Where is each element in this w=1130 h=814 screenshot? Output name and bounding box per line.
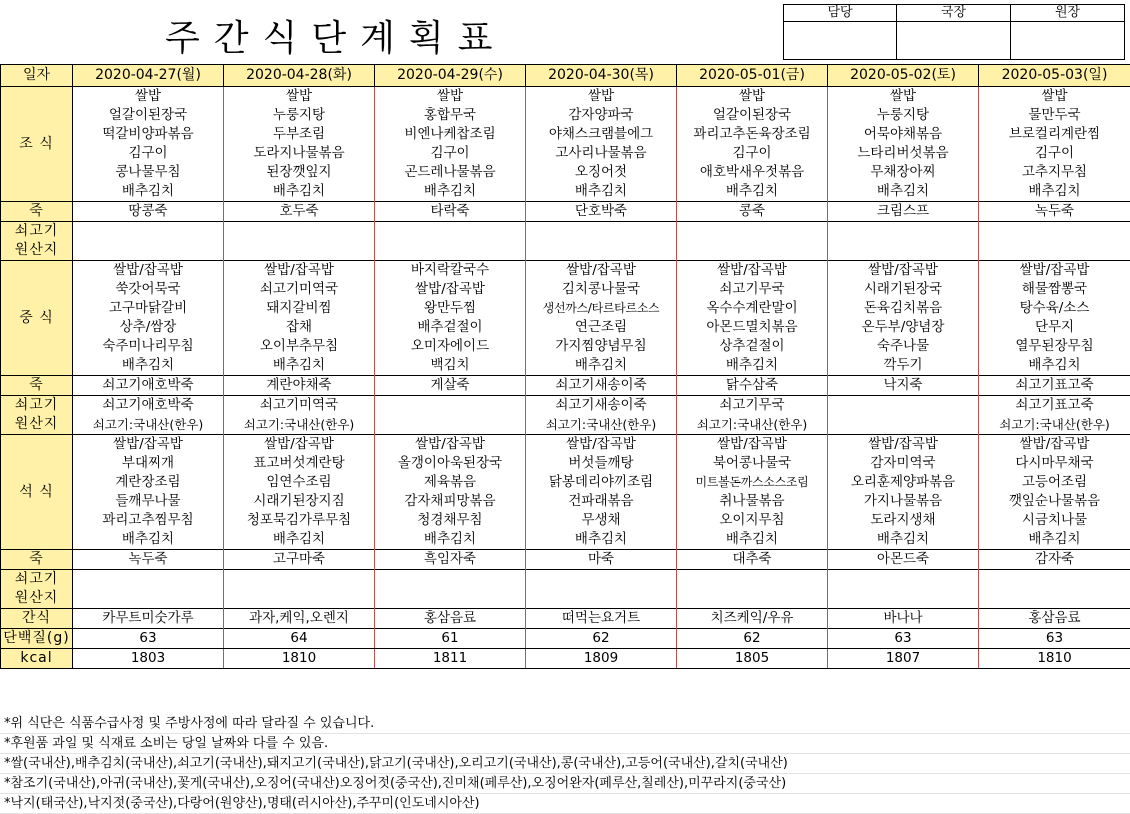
porridge-label-value: 쇠고기표고죽	[979, 376, 1130, 396]
menu-item: 브로컬리계란찜	[979, 125, 1130, 144]
menu-item: 배추김치	[979, 182, 1130, 202]
menu-item: 쌀밥	[677, 87, 828, 107]
table-row	[1, 492, 1130, 511]
beef-origin-value: 쇠고기새송이죽	[526, 396, 677, 416]
beef-origin-value	[677, 589, 828, 609]
menu-item: 배추김치	[375, 530, 526, 550]
menu-item: 단무지	[979, 318, 1130, 337]
table-row	[1, 182, 1130, 202]
beef-origin-value: 쇠고기애호박죽	[73, 396, 224, 416]
menu-item: 백김치	[375, 356, 526, 376]
date-header: 2020-04-27(월)	[73, 65, 224, 87]
menu-item: 해물짬뽕국	[979, 280, 1130, 299]
menu-item: 쌀밥/잡곡밥	[526, 261, 677, 281]
porridge-label-value: 콩죽	[677, 202, 828, 222]
beef-origin-value	[375, 589, 526, 609]
snack-label-value: 과자,케익,오렌지	[224, 609, 375, 629]
date-header: 2020-04-29(수)	[375, 65, 526, 87]
menu-item: 무채장아찌	[828, 163, 979, 182]
approval-head-sign[interactable]	[1011, 22, 1125, 60]
menu-item: 쌀밥/잡곡밥	[979, 435, 1130, 455]
menu-item: 어묵야채볶음	[828, 125, 979, 144]
table-row	[1, 609, 1130, 629]
menu-item: 김구이	[73, 144, 224, 163]
menu-item: 김구이	[979, 144, 1130, 163]
beef-origin-value	[677, 222, 828, 242]
menu-item: 생선까스/타르타르소스	[526, 299, 677, 318]
menu-item: 쌀밥/잡곡밥	[224, 435, 375, 455]
menu-item: 김구이	[677, 144, 828, 163]
notes-section	[0, 714, 1130, 814]
menu-item: 청포묵김가루무침	[224, 511, 375, 530]
menu-item: 올갱이아욱된장국	[375, 454, 526, 473]
table-row	[1, 396, 1130, 416]
table-row	[1, 125, 1130, 144]
porridge-label-value: 호두죽	[224, 202, 375, 222]
table-row	[1, 87, 1130, 107]
menu-item: 배추김치	[526, 356, 677, 376]
approval-director-sign[interactable]	[897, 22, 1011, 60]
menu-item: 열무된장무침	[979, 337, 1130, 356]
menu-item: 김치콩나물국	[526, 280, 677, 299]
kcal-label-value: 1803	[73, 649, 224, 669]
porridge-label-value: 아몬드죽	[828, 550, 979, 570]
beef-origin-value: 쇠고기:국내산(한우)	[526, 415, 677, 435]
table-row	[1, 570, 1130, 590]
beef-origin-value	[73, 570, 224, 590]
menu-item: 쇠고기미역국	[224, 280, 375, 299]
beef-origin-label: 쇠고기	[1, 570, 73, 590]
porridge-label-value: 쇠고기새송이죽	[526, 376, 677, 396]
date-header: 2020-04-30(목)	[526, 65, 677, 87]
note-line: *쌀(국내산),배추김치(국내산),쇠고기(국내산),돼지고기(국내산),닭고기(국내산),오리고기(국내산),콩(국내산),고등어(국내산),갈치(국내산)	[0, 754, 1130, 774]
beef-origin-value	[375, 415, 526, 435]
menu-item: 감자채피망볶음	[375, 492, 526, 511]
menu-item: 얼갈이된장국	[677, 106, 828, 125]
table-row	[1, 222, 1130, 242]
date-header: 2020-04-28(화)	[224, 65, 375, 87]
menu-item: 시금치나물	[979, 511, 1130, 530]
snack-label-value: 홍삼음료	[979, 609, 1130, 629]
menu-item: 배추김치	[979, 356, 1130, 376]
table-row	[1, 261, 1130, 281]
porridge-label-value: 감자죽	[979, 550, 1130, 570]
table-row	[1, 318, 1130, 337]
porridge-label-value: 크림스프	[828, 202, 979, 222]
menu-item: 부대찌개	[73, 454, 224, 473]
table-row	[1, 649, 1130, 669]
menu-item: 들깨무나물	[73, 492, 224, 511]
menu-item: 시래기된장국	[828, 280, 979, 299]
menu-item: 쌀밥	[828, 87, 979, 107]
date-header: 2020-05-02(토)	[828, 65, 979, 87]
menu-item: 아몬드멸치볶음	[677, 318, 828, 337]
menu-item: 누룽지탕	[828, 106, 979, 125]
menu-item: 홍합무국	[375, 106, 526, 125]
menu-item: 두부조림	[224, 125, 375, 144]
menu-item: 다시마무채국	[979, 454, 1130, 473]
menu-item: 미트볼돈까스소스조림	[677, 473, 828, 492]
porridge-label-value: 흑임자죽	[375, 550, 526, 570]
menu-item: 깍두기	[828, 356, 979, 376]
porridge-label-value: 단호박죽	[526, 202, 677, 222]
table-row	[1, 435, 1130, 455]
snack-label-value: 카무트미숫가루	[73, 609, 224, 629]
menu-item: 버섯들깨탕	[526, 454, 677, 473]
porridge-label-value: 게살죽	[375, 376, 526, 396]
menu-item: 오미자에이드	[375, 337, 526, 356]
beef-origin-value: 쇠고기무국	[677, 396, 828, 416]
weekly-menu-table	[0, 64, 1130, 669]
menu-item: 가지찜양념무침	[526, 337, 677, 356]
beef-origin-value	[677, 241, 828, 261]
menu-item: 배추김치	[224, 530, 375, 550]
beef-origin-label: 원산지	[1, 589, 73, 609]
approval-box	[783, 4, 1125, 60]
menu-item: 콩나물무침	[73, 163, 224, 182]
note-line: *참조기(국내산),아귀(국내산),꽃게(국내산),오징어(국내산)오징어젓(중국산),진미채(페루산),오징어완자(페루산,칠레산),미꾸라지(중국산)	[0, 774, 1130, 794]
table-row	[1, 473, 1130, 492]
beef-origin-value	[979, 241, 1130, 261]
menu-item: 돼지갈비찜	[224, 299, 375, 318]
menu-item: 고추지무침	[979, 163, 1130, 182]
menu-item: 배추김치	[224, 356, 375, 376]
beef-origin-value	[979, 589, 1130, 609]
table-row	[1, 530, 1130, 550]
kcal-label-value: 1810	[224, 649, 375, 669]
beef-origin-label: 쇠고기	[1, 222, 73, 242]
beef-origin-value	[224, 570, 375, 590]
menu-item: 쌀밥/잡곡밥	[828, 261, 979, 281]
menu-item: 느타리버섯볶음	[828, 144, 979, 163]
protein-label-value: 63	[73, 629, 224, 649]
menu-item: 닭봉데리야끼조림	[526, 473, 677, 492]
menu-item: 쌀밥	[224, 87, 375, 107]
menu-item: 연근조림	[526, 318, 677, 337]
menu-item: 애호박새우젓볶음	[677, 163, 828, 182]
menu-item: 숙주미나리무침	[73, 337, 224, 356]
beef-origin-value	[73, 222, 224, 242]
porridge-label-value: 타락죽	[375, 202, 526, 222]
menu-item: 꽈리고추돈육장조림	[677, 125, 828, 144]
protein-label-value: 62	[526, 629, 677, 649]
beef-origin-value	[526, 241, 677, 261]
table-row	[1, 629, 1130, 649]
table-row	[1, 144, 1130, 163]
beef-origin-value	[375, 241, 526, 261]
menu-item: 배추김치	[677, 356, 828, 376]
menu-item: 청경채무침	[375, 511, 526, 530]
menu-item: 비엔나케찹조림	[375, 125, 526, 144]
menu-item: 표고버섯계란탕	[224, 454, 375, 473]
menu-item: 고사리나물볶음	[526, 144, 677, 163]
table-row	[1, 280, 1130, 299]
protein-label-value: 63	[828, 629, 979, 649]
beef-origin-value	[526, 222, 677, 242]
beef-origin-value	[828, 241, 979, 261]
porridge-label-value: 녹두죽	[73, 550, 224, 570]
porridge-label-value: 낙지죽	[828, 376, 979, 396]
beef-origin-value: 쇠고기:국내산(한우)	[73, 415, 224, 435]
menu-item: 쌀밥/잡곡밥	[979, 261, 1130, 281]
menu-item: 쌀밥/잡곡밥	[677, 435, 828, 455]
kcal-label-value: 1807	[828, 649, 979, 669]
beef-origin-value	[224, 589, 375, 609]
menu-item: 오이지무침	[677, 511, 828, 530]
beef-origin-value: 쇠고기:국내산(한우)	[224, 415, 375, 435]
table-row	[1, 337, 1130, 356]
beef-origin-label: 쇠고기	[1, 396, 73, 416]
approval-head-label: 원장	[1011, 5, 1125, 22]
table-row	[1, 202, 1130, 222]
note-line: *후원품 과일 및 식재료 소비는 당일 날짜와 다를 수 있음.	[0, 734, 1130, 754]
menu-item: 고등어조림	[979, 473, 1130, 492]
menu-item: 돈육김치볶음	[828, 299, 979, 318]
kcal-label: kcal	[1, 649, 73, 669]
porridge-label-value: 마죽	[526, 550, 677, 570]
menu-item: 쌀밥/잡곡밥	[73, 261, 224, 281]
menu-item: 왕만두찜	[375, 299, 526, 318]
table-row	[1, 65, 1130, 87]
beef-origin-value	[677, 570, 828, 590]
header-label: 일자	[1, 65, 73, 87]
protein-label-value: 61	[375, 629, 526, 649]
snack-label-value: 치즈케익/우유	[677, 609, 828, 629]
menu-item: 무생채	[526, 511, 677, 530]
protein-label: 단백질(g)	[1, 629, 73, 649]
menu-item: 쑥갓어묵국	[73, 280, 224, 299]
beef-origin-value: 쇠고기:국내산(한우)	[979, 415, 1130, 435]
menu-item: 도라지생채	[828, 511, 979, 530]
beef-origin-value	[979, 570, 1130, 590]
menu-item: 취나물볶음	[677, 492, 828, 511]
menu-item: 배추김치	[526, 182, 677, 202]
beef-origin-value	[73, 241, 224, 261]
menu-item: 배추김치	[224, 182, 375, 202]
menu-item: 건파래볶음	[526, 492, 677, 511]
menu-item: 쌀밥/잡곡밥	[224, 261, 375, 281]
page-title: 주간식단계획표	[165, 10, 506, 61]
menu-item: 야채스크램블에그	[526, 125, 677, 144]
table-row	[1, 589, 1130, 609]
porridge-label-value: 쇠고기애호박죽	[73, 376, 224, 396]
menu-item: 잡채	[224, 318, 375, 337]
beef-origin-value	[828, 415, 979, 435]
beef-origin-value	[375, 222, 526, 242]
menu-item: 쌀밥	[526, 87, 677, 107]
table-row	[1, 356, 1130, 376]
menu-item: 쌀밥/잡곡밥	[375, 435, 526, 455]
menu-item: 고구마닭갈비	[73, 299, 224, 318]
protein-label-value: 63	[979, 629, 1130, 649]
menu-item: 배추김치	[828, 182, 979, 202]
menu-item: 배추김치	[526, 530, 677, 550]
snack-label-value: 떠먹는요거트	[526, 609, 677, 629]
table-row	[1, 511, 1130, 530]
beef-origin-value	[526, 570, 677, 590]
table-row	[1, 550, 1130, 570]
menu-item: 누룽지탕	[224, 106, 375, 125]
snack-label-value: 바나나	[828, 609, 979, 629]
porridge-label: 죽	[1, 202, 73, 222]
menu-item: 오이부추무침	[224, 337, 375, 356]
porridge-label: 죽	[1, 550, 73, 570]
beef-origin-value	[828, 570, 979, 590]
menu-item: 숙주나물	[828, 337, 979, 356]
menu-item: 배추겉절이	[375, 318, 526, 337]
note-line: *낙지(태국산),낙지젓(중국산),다랑어(원양산),명태(러시아산),주꾸미(인도네시아산)	[0, 794, 1130, 814]
beef-origin-value	[224, 241, 375, 261]
menu-item: 상추겉절이	[677, 337, 828, 356]
menu-item: 바지락칼국수	[375, 261, 526, 281]
beef-origin-value	[979, 222, 1130, 242]
beef-origin-value: 쇠고기미역국	[224, 396, 375, 416]
porridge-label-value: 닭수삼죽	[677, 376, 828, 396]
menu-item: 감자양파국	[526, 106, 677, 125]
menu-item: 배추김치	[375, 182, 526, 202]
porridge-label-value: 대추죽	[677, 550, 828, 570]
menu-item: 떡갈비양파볶음	[73, 125, 224, 144]
approval-director-label: 국장	[897, 5, 1011, 22]
table-row	[1, 106, 1130, 125]
menu-item: 꽈리고추찜무침	[73, 511, 224, 530]
menu-item: 오리훈제양파볶음	[828, 473, 979, 492]
menu-item: 감자미역국	[828, 454, 979, 473]
beef-origin-value	[526, 589, 677, 609]
menu-item: 가지나물볶음	[828, 492, 979, 511]
lunch-label: 중 식	[1, 261, 73, 376]
menu-item: 쌀밥	[73, 87, 224, 107]
menu-item: 쌀밥/잡곡밥	[73, 435, 224, 455]
menu-item: 제육볶음	[375, 473, 526, 492]
beef-origin-label: 원산지	[1, 241, 73, 261]
kcal-label-value: 1805	[677, 649, 828, 669]
beef-origin-value: 쇠고기:국내산(한우)	[677, 415, 828, 435]
table-row	[1, 241, 1130, 261]
menu-item: 물만두국	[979, 106, 1130, 125]
kcal-label-value: 1811	[375, 649, 526, 669]
menu-item: 배추김치	[979, 530, 1130, 550]
menu-item: 쌀밥	[979, 87, 1130, 107]
menu-item: 배추김치	[828, 530, 979, 550]
porridge-label-value: 계란야채죽	[224, 376, 375, 396]
menu-item: 시래기된장지짐	[224, 492, 375, 511]
menu-item: 탕수육/소스	[979, 299, 1130, 318]
menu-item: 도라지나물볶음	[224, 144, 375, 163]
table-row	[1, 415, 1130, 435]
menu-item: 계란장조림	[73, 473, 224, 492]
menu-item: 옥수수계란말이	[677, 299, 828, 318]
kcal-label-value: 1809	[526, 649, 677, 669]
menu-item: 얼갈이된장국	[73, 106, 224, 125]
note-line: *위 식단은 식품수급사정 및 주방사정에 따라 달라질 수 있습니다.	[0, 714, 1130, 734]
menu-item: 배추김치	[73, 356, 224, 376]
menu-item: 곤드레나물볶음	[375, 163, 526, 182]
dinner-label: 석 식	[1, 435, 73, 550]
porridge-label-value: 고구마죽	[224, 550, 375, 570]
beef-origin-value	[828, 222, 979, 242]
date-header: 2020-05-01(금)	[677, 65, 828, 87]
approval-staff-sign[interactable]	[784, 22, 897, 60]
beef-origin-value	[828, 396, 979, 416]
snack-label-value: 홍삼음료	[375, 609, 526, 629]
menu-item: 된장깻잎지	[224, 163, 375, 182]
breakfast-label: 조 식	[1, 87, 73, 202]
beef-origin-value	[828, 589, 979, 609]
porridge-label-value: 녹두죽	[979, 202, 1130, 222]
porridge-label: 죽	[1, 376, 73, 396]
menu-item: 배추김치	[677, 530, 828, 550]
menu-item: 북어콩나물국	[677, 454, 828, 473]
beef-origin-value	[375, 396, 526, 416]
menu-item: 임연수조림	[224, 473, 375, 492]
menu-item: 쌀밥	[375, 87, 526, 107]
table-row	[1, 376, 1130, 396]
menu-item: 쇠고기무국	[677, 280, 828, 299]
date-header: 2020-05-03(일)	[979, 65, 1130, 87]
menu-item: 깻잎순나물볶음	[979, 492, 1130, 511]
beef-origin-value	[224, 222, 375, 242]
beef-origin-value	[73, 589, 224, 609]
menu-item: 쌀밥/잡곡밥	[526, 435, 677, 455]
beef-origin-value: 쇠고기표고죽	[979, 396, 1130, 416]
menu-item: 김구이	[375, 144, 526, 163]
table-row	[1, 454, 1130, 473]
porridge-label-value: 땅콩죽	[73, 202, 224, 222]
table-row	[1, 299, 1130, 318]
menu-item: 쌀밥/잡곡밥	[677, 261, 828, 281]
menu-item: 배추김치	[73, 182, 224, 202]
table-row	[1, 163, 1130, 182]
protein-label-value: 64	[224, 629, 375, 649]
menu-item: 온두부/양념장	[828, 318, 979, 337]
snack-label: 간식	[1, 609, 73, 629]
menu-item: 배추김치	[73, 530, 224, 550]
approval-staff-label: 담당	[784, 5, 897, 22]
menu-item: 쌀밥/잡곡밥	[828, 435, 979, 455]
menu-item: 쌀밥/잡곡밥	[375, 280, 526, 299]
kcal-label-value: 1810	[979, 649, 1130, 669]
menu-item: 배추김치	[677, 182, 828, 202]
menu-item: 오징어젓	[526, 163, 677, 182]
beef-origin-label: 원산지	[1, 415, 73, 435]
menu-item: 상추/쌈장	[73, 318, 224, 337]
beef-origin-value	[375, 570, 526, 590]
protein-label-value: 62	[677, 629, 828, 649]
